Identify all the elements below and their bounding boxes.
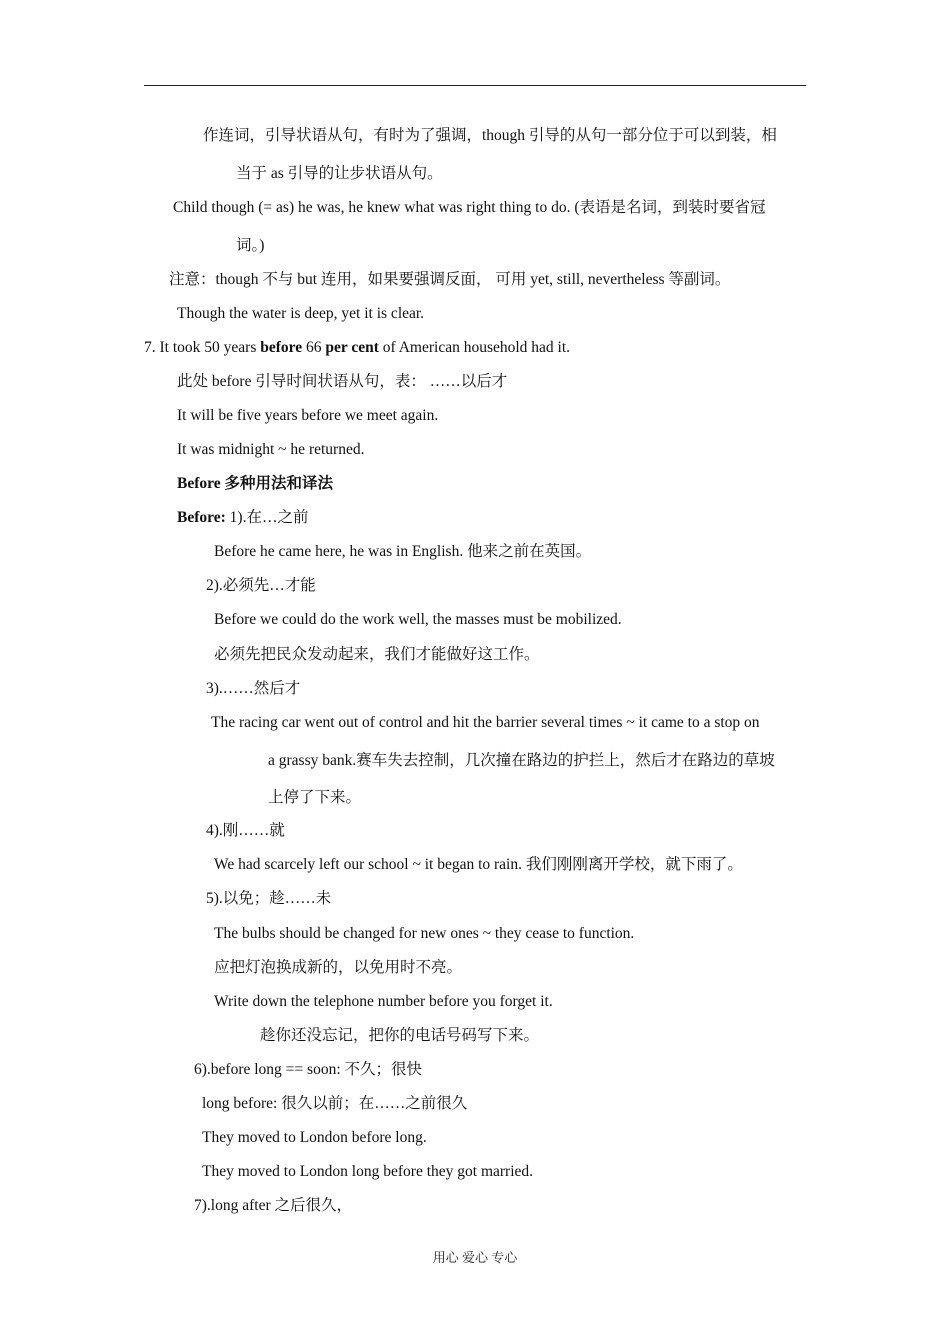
- example-line: It will be five years before we meet again.: [177, 407, 439, 424]
- usage-1-label: 1).在…之前: [225, 509, 309, 526]
- section-heading: Before 多种用法和译法: [177, 475, 333, 492]
- example-line: a grassy bank.赛车失去控制，几次撞在路边的护拦上，然后才在路边的草坡: [268, 752, 775, 769]
- note-line: 注意：though 不与 but 连用，如果要强调反面， 可用 yet, still, nevertheless 等副词。: [169, 271, 731, 288]
- example-line: Though the water is deep, yet it is clear.: [177, 305, 425, 322]
- item-7-bold-before: before: [260, 339, 303, 356]
- item-7-text-a: 7. It took 50 years: [144, 339, 261, 356]
- text-line: 当于 as 引导的让步状语从句。: [236, 165, 443, 182]
- page-footer: 用心 爱心 专心: [432, 1250, 518, 1265]
- example-line: Write down the telephone number before you forget it.: [214, 993, 553, 1010]
- text-line: 词。): [236, 237, 265, 254]
- text-line: Child though (= as) he was, he knew what was right thing to do. (表语是名词，到装时要省冠: [173, 199, 766, 216]
- example-line: It was midnight ~ he returned.: [177, 441, 365, 458]
- text-line: 作连词，引导状语从句，有时为了强调，though 引导的从句一部分位于可以到装，相: [203, 127, 777, 144]
- usage-label: long before: 很久以前；在……之前很久: [202, 1095, 468, 1112]
- item-7-text-e: of American household had it.: [378, 339, 571, 356]
- header-rule: [144, 85, 806, 86]
- item-7-text-c: 66: [302, 339, 326, 356]
- usage-label: 4).刚……就: [206, 822, 285, 839]
- usage-1-line: [177, 508, 308, 528]
- example-line: Before we could do the work well, the masses must be mobilized.: [214, 611, 622, 628]
- translation-line: 趁你还没忘记，把你的电话号码写下来。: [260, 1027, 540, 1044]
- example-line: They moved to London before long.: [202, 1129, 427, 1146]
- usage-label: 7).long after 之后很久，: [194, 1197, 352, 1214]
- example-line: They moved to London long before they got married.: [202, 1163, 534, 1180]
- translation-line: 上停了下来。: [268, 789, 362, 806]
- usage-label: 6).before long == soon: 不久；很快: [194, 1061, 422, 1078]
- example-line: The bulbs should be changed for new ones ~ they cease to function.: [214, 925, 635, 942]
- usage-label: 2).必须先…才能: [206, 577, 316, 594]
- example-line: Before he came here, he was in English. 他来之前在英国。: [214, 543, 592, 560]
- translation-line: 应把灯泡换成新的，以免用时不亮。: [214, 959, 463, 976]
- item-7-heading: [144, 338, 570, 358]
- example-line: The racing car went out of control and hit the barrier several times ~ it came to a stop on: [211, 714, 760, 731]
- item-7-bold-percent: per cent: [325, 339, 379, 356]
- text-line: 此处 before 引导时间状语从句，表： ……以后才: [177, 373, 508, 390]
- translation-line: 必须先把民众发动起来，我们才能做好这工作。: [214, 646, 540, 663]
- usage-label: 5).以免；趁……未: [206, 890, 332, 907]
- usage-label: 3).……然后才: [206, 680, 301, 697]
- example-line: We had scarcely left our school ~ it began to rain. 我们刚刚离开学校，就下雨了。: [214, 856, 743, 873]
- before-label: Before:: [177, 509, 226, 526]
